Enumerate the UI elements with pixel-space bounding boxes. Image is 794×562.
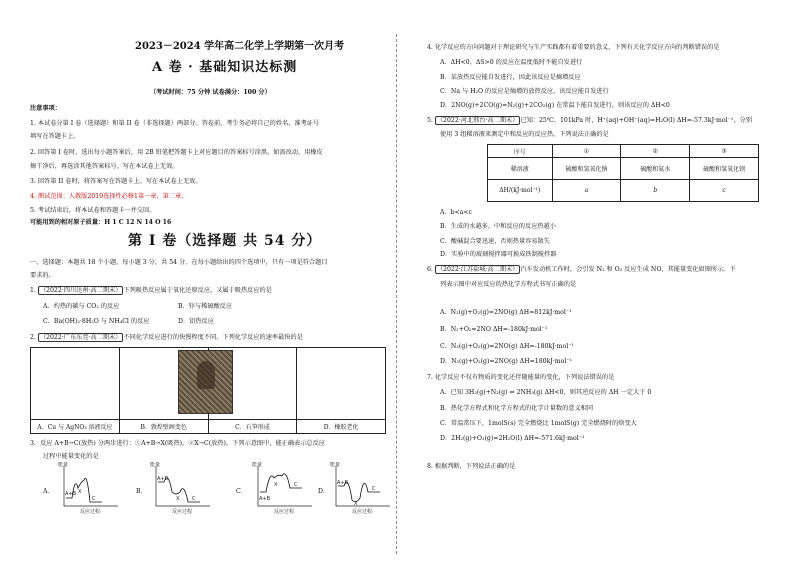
q6-option-a[interactable]: A．N₂(g)+O₂(g)=2NO(g) ΔH=812kJ·mol⁻¹ [440,309,572,316]
q3-c-energy-label: 能量 [252,462,263,468]
q1-source-tag: （2022·四川达州·高二期末） [39,287,122,294]
q5-stem-b: 使用 3 组稀溶液来测定中和反应的反应热，下列说法正确的是 [440,131,609,138]
q3-c-process: 反应过程 [274,509,295,514]
q2-option-b[interactable]: B．敦煌壁画变色 [119,420,208,434]
q3-d-c: C [372,486,376,492]
q3-b-ab: A+B [157,476,169,482]
q5-option-b[interactable]: B．生成的水越多，中和反应的反应热越小 [440,223,556,230]
q3-option-c-label[interactable]: C． [236,488,247,495]
q5-th-2: ② [621,145,690,158]
q5-option-a[interactable]: A．b<a<c [440,209,473,216]
q5-cell-2-2: b [621,180,690,202]
q4-option-c[interactable]: C．Na 与 H₂O 的反应是熵增的放热反应，该反应能自发进行 [440,88,609,95]
q5-cell-1-2: 硫酸和氨水 [621,158,690,180]
exam-subtitle: A 卷 · 基础知识达标测 [152,60,298,75]
notes-heading: 注意事项： [30,105,61,112]
q1-stem: 1. （2022·四川达州·高二期末） 下列吸热反应属于氧化还原反应，又属于吸热反应的是 [30,287,272,294]
q5-row-solution-label: 稀溶液 [488,158,553,180]
q5-cell-1-1: 硫酸和氢氧化钠 [552,158,621,180]
q4-stem: 4. 化学反应的方向问题对于理论研究与生产实践都有着重要的意义，下列有关化学反应方向的判断错误的是 [427,44,720,51]
q3-a-process: 反应过程 [80,509,101,514]
q7-option-a[interactable]: A．已知 3H₂(g)+N₂(g) ⇌ 2NH₃(g) ΔH<0，则其逆反应的 ΔH 一定大于 0 [440,389,652,396]
q5-row-dh-label: ΔH/(kJ·mol⁻¹) [488,180,553,202]
q5-cell-2-1: a [552,180,621,202]
q1-option-c[interactable]: C．Ba(OH)₂·8H₂O 与 NH₄Cl 的反应 [43,318,150,325]
right-page [397,0,794,562]
q1-stem-text: 下列吸热反应属于氧化还原反应，又属于吸热反应的是 [123,287,272,294]
q2-option-d[interactable]: D．橡胶老化 [297,420,386,434]
q2-cell-d-image [297,348,386,420]
q5-th-index: 序号 [488,145,553,158]
q6-stem-a: 6. （2022·江苏盐城·高二期末） 汽车发动机工作时，会引发 N₂ 和 O₂ 反应生成 NO，其能量变化如图所示。下 [427,266,736,273]
section-intro-a: 一、选择题：本题共 18 个小题，每小题 3 分，共 54 分。在每小题给出的四个选项中，只有一项是符合题目 [30,259,328,266]
q7-stem: 7. 化学反应不仅有物质的变化还伴随能量的变化，下列说法错误的是 [427,374,615,381]
note-2a: 2. 回答第 I 卷时，选出每小题答案后，用 2B 铅笔把答题卡上对应题目的答案标号涂黑。如需改动，用橡皮 [30,149,323,156]
q4-option-d[interactable]: D．2NO(g)+2CO(g)=N₂(g)+2CO₂(g) 在常温下能自发进行，则该反应的 ΔH<0 [440,102,670,109]
q5-stem-a: 5. （2022·河北邢台·高二期末） 已知：25℃、101kPa 时，H⁺(aq)+OH⁻(aq)=H₂O(l) ΔH=-57.3kJ·mol⁻¹，分别 [427,117,752,124]
mural-image [178,350,233,414]
note-1b: 填写在答题卡上。 [30,133,80,140]
q3-diagram-c [250,462,314,514]
q3-d-process: 反应过程 [352,509,373,514]
q3-diagram-d [328,462,392,514]
note-5: 5. 考试结束后，将本试卷和答题卡一并交回。 [30,207,156,214]
exam-title: 2023－2024 学年高二化学上学期第一次月考 [135,41,345,52]
q4-option-a[interactable]: A．ΔH<0、ΔS>0 的反应在温度低时不能自发进行 [440,59,583,66]
q7-option-d[interactable]: D．2H₂(g)+O₂(g)=2H₂O(l) ΔH=-571.6kJ·mol⁻¹ [440,435,585,442]
atomic-masses: 可能用到的相对原子质量：H 1 C 12 N 14 O 16 [30,219,172,226]
q3-b-process: 反应过程 [172,509,193,514]
q5-option-c[interactable]: C．酸碱混合要迅速，否则热量容易散失 [440,238,550,245]
q3-d-energy-label: 能量 [330,462,341,468]
q3-c-x: X [274,482,278,488]
q3-a-energy-label: 能量 [58,462,69,468]
q5-option-d[interactable]: D．实验中的玻璃搅拌器可换成铁制搅拌器 [440,251,557,258]
q7-option-b[interactable]: B．热化学方程式和化学方程式的化学计量数的意义相同 [440,405,594,412]
note-1a: 1. 本试卷分第 I 卷（选择题）和第 II 卷（非选择题）两部分。答卷前，考生务必将自己的姓名、准考证号 [30,120,320,127]
q4-option-b[interactable]: B．某放热反应能自发进行，因此该反应是熵增反应 [440,74,581,81]
note-4: 4. 测试范围：人教版2019选择性必修1第一章、第二章。 [30,193,188,200]
q1-option-b[interactable]: B．锌与稀硫酸反应 [178,303,233,310]
section-title: 第 I 卷（选择题 共 54 分） [128,233,322,249]
q3-c-c: C [294,482,298,488]
q3-a-ab: A+B [65,491,77,497]
q3-b-x: X [176,496,180,502]
q6-source-tag: （2022·江苏盐城·高二期末） [436,266,519,273]
q5-th-3: ③ [690,145,759,158]
note-2b: 擦干净后，再选涂其他答案标号。写在本试卷上无效。 [30,163,179,170]
q1-option-a[interactable]: A．灼热的碳与 CO₂ 的反应 [43,303,120,310]
q6-stem-b: 列表示图中对应反应的热化学方程式书写正确的是 [440,281,577,288]
q6-option-c[interactable]: C．N₂(g)+O₂(g)=2NO(g) ΔH=-180kJ·mol⁻¹ [440,343,574,350]
q1-option-d[interactable]: D．铝热反应 [178,318,214,325]
q3-a-c: C [92,496,96,502]
q6-option-b[interactable]: B．N₂+O₂=2NO ΔH=-180kJ·mol⁻¹ [440,326,548,333]
q5-cell-2-3: c [690,180,759,202]
q5-table [487,144,759,202]
section-intro-b: 要求的。 [30,272,55,279]
q8-stem: 8. 根据判断，下列说法正确的是 [427,463,516,470]
q6-option-d[interactable]: D．N₂(g)+O₂(g)=2NO(g) ΔH=180kJ·mol⁻¹ [440,358,573,365]
note-3: 3. 回答第 II 卷时，将答案写在答题卡上。写在本试卷上无效。 [30,178,202,185]
q3-diagram-b [148,462,212,514]
q2-source-tag: （2022·广东东莞·高二期末） [39,334,122,341]
q3-a-x: X [78,489,82,495]
q2-stem: 2. （2022·广东东莞·高二期末） 不同化学反应进行的快慢程度不同。下列化学反应的速率最快的是 [30,334,303,341]
q3-stem-b: 过程中能量变化的是 [43,453,99,460]
q3-option-b-label[interactable]: B． [136,488,147,495]
q3-option-d-label[interactable]: D． [318,488,330,495]
q3-diagram-a [56,462,120,514]
q2-option-a[interactable]: A．Cu 与 AgNO₃ 溶液反应 [31,420,120,434]
q3-d-ab: A+B [337,480,349,486]
q2-option-c[interactable]: C．石笋形成 [208,420,297,434]
q3-b-energy-label: 能量 [150,462,161,468]
q2-stem-text: 不同化学反应进行的快慢程度不同。下列化学反应的速率最快的是 [123,334,303,341]
q3-option-a-label[interactable]: A． [43,488,54,495]
q5-source-tag: （2022·河北邢台·高二期末） [436,117,519,124]
q2-cell-a-image [31,348,120,420]
q3-stem-a: 3．反应 A+B→C(放热) 分两步进行：①A+B→X(吸热)，②X→C(放热)。下列示意图中，能正确表示总反应 [30,440,325,447]
q5-th-1: ① [552,145,621,158]
q5-stem-a-text: 已知：25℃、101kPa 时，H⁺(aq)+OH⁻(aq)=H₂O(l) ΔH=-57.3kJ·mol⁻¹，分别 [520,117,752,124]
q5-cell-1-3: 硫酸和氢氧化钡 [690,158,759,180]
q7-option-c[interactable]: C．常温常压下，1molS(s) 完全燃烧比 1molS(g) 完全燃烧时的焓变大 [440,420,637,427]
q3-c-ab: A+B [259,496,271,502]
exam-info: （考试时间：75 分钟 试卷满分：100 分） [150,89,271,96]
q6-stem-a-text: 汽车发动机工作时，会引发 N₂ 和 O₂ 反应生成 NO，其能量变化如图所示。下 [520,266,736,273]
q3-b-c: C [192,496,196,502]
q3-d-x: X [354,501,358,507]
